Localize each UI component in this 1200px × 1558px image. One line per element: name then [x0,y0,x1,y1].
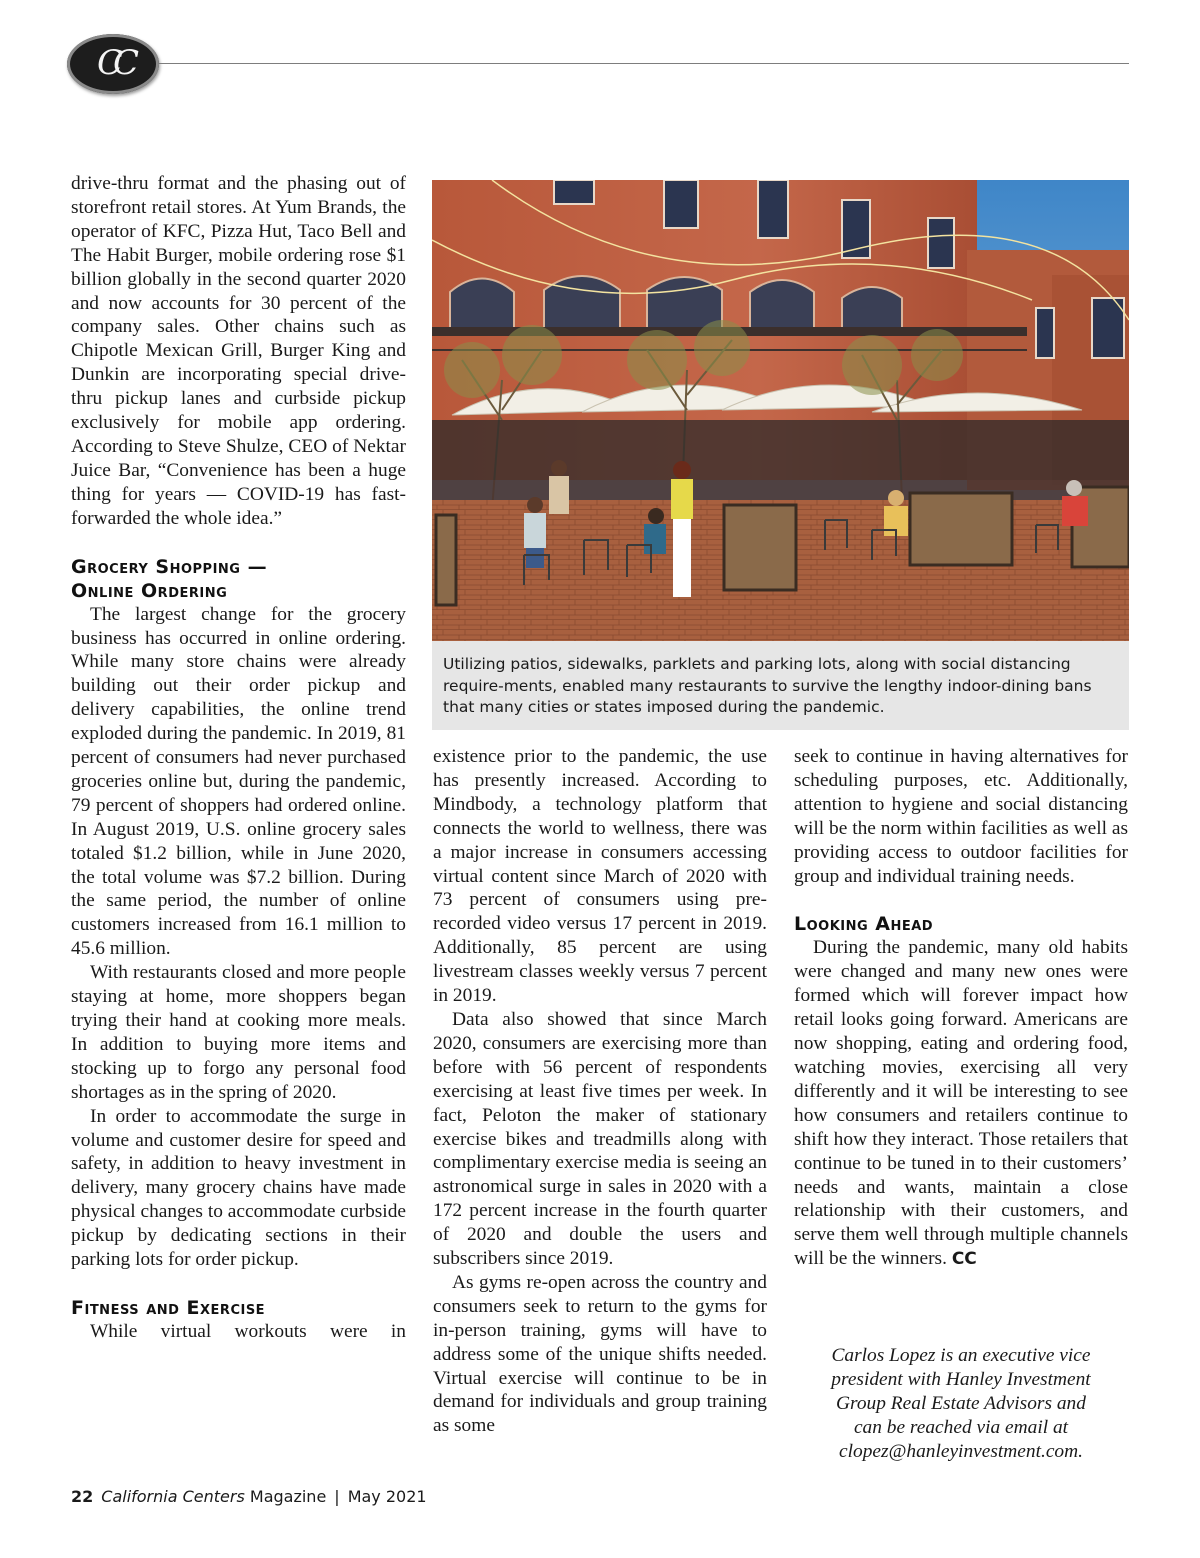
body-paragraph: With restaurants closed and more people staying at home, more shoppers began trying their hand at cooking more meals. In addition to buying more items and stocking up to forgo any personal food shortages as in the spring of 2020. [71,962,406,1103]
logo-monogram: CC [96,43,130,83]
footer-separator: | [334,1487,340,1506]
final-text: During the pandemic, many old habits were changed and many new ones were formed which will forever impact how retail looks going forward. Americans are now shopping, eating and ordering food, watching movies, exercising all very differently and it will be interesting to see how consumers and retailers continue to shift how they interact. Those retailers that continue to be tuned in to their customers’ needs and wants, maintain a close relationship with their customers, and serve them well through multiple channels will be the winners. [794,937,1128,1270]
body-paragraph: existence prior to the pandemic, the use has presently increased. According to Mindbody, a technology platform that connects the world to wellness, there was a major increase in consumers accessing virtual content since March of 2020 with 73 percent of consumers using pre-recorded video versus 17 percent in 2019. Additionally, 85 percent are using livestream classes weekly versus 7 percent in 2019. [433,746,767,1007]
magazine-logo [67,34,159,94]
column-2 [433,745,767,1438]
bio-email: clopez@hanleyinvestment.com. [839,1440,1083,1462]
photo-caption-box [432,641,1129,730]
column-3 [794,745,1128,1272]
body-paragraph: While virtual workouts were in [90,1320,406,1342]
body-paragraph: In order to accommodate the surge in volume and customer desire for speed and safety, in addition to heavy investment in delivery, many grocery chains have made physical changes to accommodate curbside pickup by dedicating sections in their parking lots for order pickup. [71,1105,406,1271]
body-paragraph: seek to continue in having alternatives for scheduling purposes, etc. Additionally, attention to hygiene and social distancing will be the norm within facilities as well as providing access to outdoor facilities for group and individual training needs. [794,746,1128,887]
bio-line: can be reached via email at [853,1416,1069,1438]
body-paragraph-final [794,936,1128,1272]
section-heading-fitness: Fitness and Exercise [71,1296,266,1319]
body-paragraph: The largest change for the grocery business has occurred in online ordering. While many store chains were already building out their order pickup and delivery capabilities, the online trend exploded during the pandemic. In 2019, 81 percent of consumers had never purchased groceries online but, during the pandemic, 79 percent of shoppers had ordered online. In August 2019, U.S. online grocery sales totaled $1.2 billion, while in June 2020, the total volume was $7.2 billion. During the same period, the number of online customers increased from 16.1 million to 45.6 million. [71,603,406,960]
page-number: 22 [71,1487,94,1506]
column-1 [71,172,406,1344]
author-bio [794,1344,1128,1464]
magazine-name: California Centers [101,1487,245,1506]
header-rule [158,63,1129,64]
page-footer [71,1487,427,1506]
body-paragraph: As gyms re-open across the country and consumers seek to return to the gyms for in-person training, gyms will have to address some of the unique shifts needed. Virtual exercise will continue to be in demand for individuals and group training as some [433,1271,767,1437]
heading-line: Online Ordering [71,579,228,602]
photo-caption: Utilizing patios, sidewalks, parklets and parking lots, along with social distancing require-ments, enabled many restaurants to survive the lengthy indoor-dining bans that many cities or states imposed during the pandemic. [443,655,1092,717]
section-heading-grocery [71,555,406,603]
issue-date: May 2021 [347,1487,427,1506]
restaurant-patio-photo [432,180,1129,641]
section-heading-looking-ahead: Looking Ahead [794,913,934,936]
heading-line: Grocery Shopping — [71,555,268,578]
patio-illustration [432,180,1129,641]
body-paragraph: Data also showed that since March 2020, consumers are exercising more than before with 56 percent of respondents exercising at least five times per week. In fact, Peloton the maker of stationary exercise bikes and treadmills along with complimentary exercise media is seeing an astronomical surge in sales in 2020 with a 172 percent increase in the fourth quarter of 2020 and double the users and subscribers since 2019. [433,1008,767,1270]
bio-line: Group Real Estate Advisors and [836,1392,1086,1414]
bio-line: Carlos Lopez is an executive vice [831,1345,1091,1366]
body-paragraph: drive-thru format and the phasing out of storefront retail stores. At Yum Brands, the operator of KFC, Pizza Hut, Taco Bell and The Habit Burger, mobile ordering rose $1 billion globally in the second quarter 2020 and now accounts for 30 percent of the company sales. Other chains such as Chipotle Mexican Grill, Burger King and Dunkin are incorporating special drive-thru pickup lanes and curbside pickup exclusively for mobile app ordering. According to Steve Shulze, CEO of Nektar Juice Bar, “Convenience has been a huge thing for years — COVID-19 has fast-forwarded the whole idea.” [71,173,406,529]
bio-line: president with Hanley Investment [831,1368,1091,1390]
magazine-suffix: Magazine [249,1487,327,1506]
end-mark: CC [951,1249,977,1270]
